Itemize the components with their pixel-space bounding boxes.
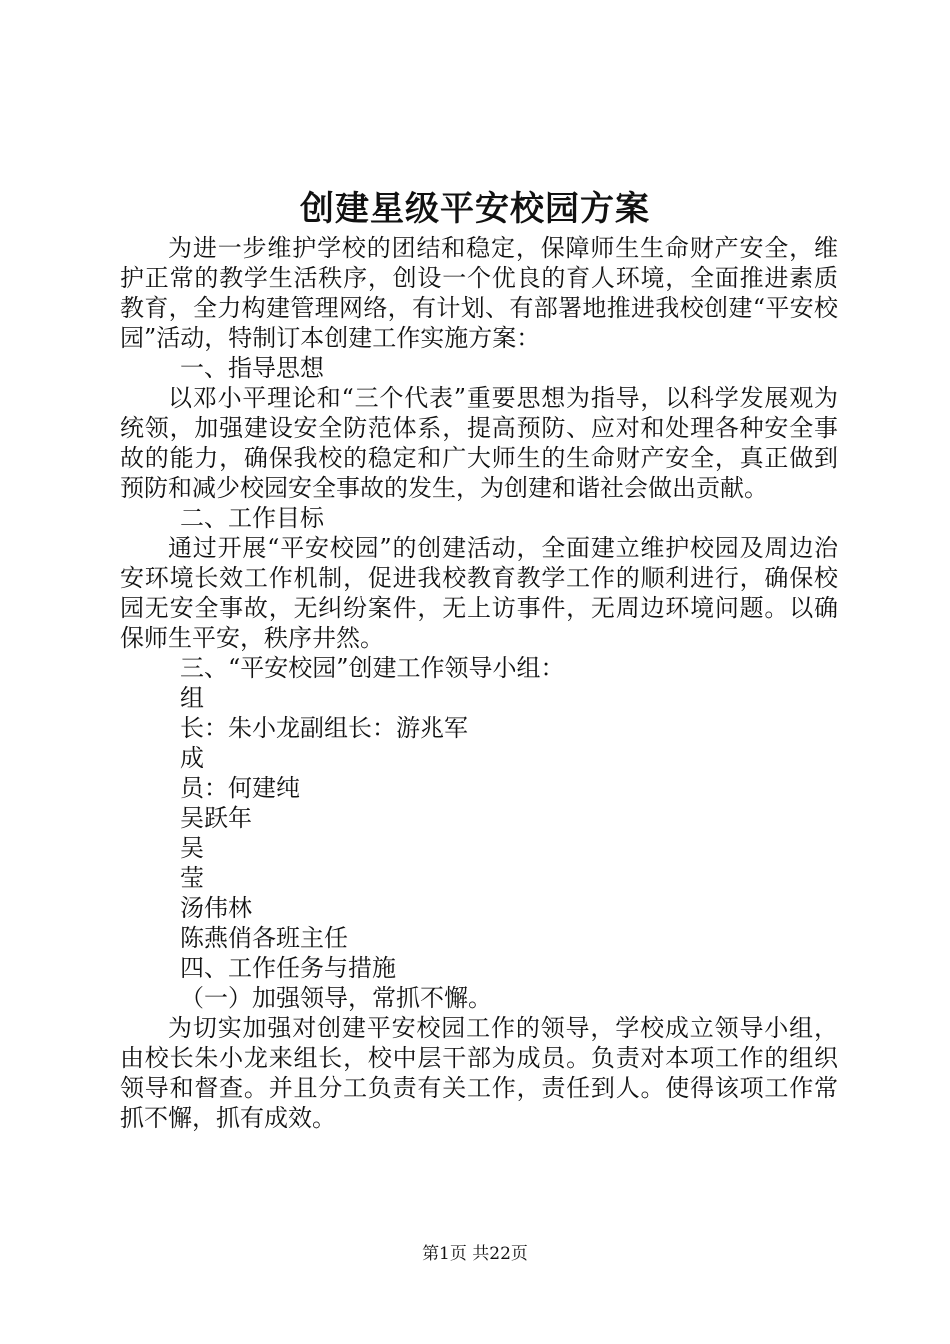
work-goals-paragraph: 通过开展“平安校园”的创建活动，全面建立维护校园及周边治安环境长效工作机制，促进我校教育教学工作的顺利进行，确保校园无安全事故，无纠纷案件，无上访事件，无周边环境问题。以确保师生平安，秩序井然。	[120, 534, 838, 652]
document-body	[120, 233, 838, 1133]
leadership-line: 组	[180, 684, 204, 712]
page-footer: 第1页 共22页	[422, 1244, 528, 1264]
section-heading-tasks-measures: 四、工作任务与措施	[180, 954, 396, 982]
leadership-line: 吴跃年	[180, 804, 252, 832]
document-title: 创建星级平安校园方案	[300, 189, 650, 229]
section-heading-leadership-group: 三、“平安校园”创建工作领导小组：	[180, 654, 565, 682]
leadership-line: 陈燕俏各班主任	[180, 924, 348, 952]
leadership-line: 员：何建纯	[180, 774, 300, 802]
leadership-line: 长：朱小龙副组长：游兆军	[180, 714, 468, 742]
section-heading-work-goals: 二、工作目标	[180, 504, 324, 532]
leadership-line: 吴	[180, 834, 204, 862]
subsection-heading-leadership: （一）加强领导，常抓不懈。	[180, 984, 492, 1012]
guiding-ideology-paragraph: 以邓小平理论和“三个代表”重要思想为指导，以科学发展观为统领，加强建设安全防范体系，提高预防、应对和处理各种安全事故的能力，确保我校的稳定和广大师生的生命财产安全，真正做到预防和减少校园安全事故的发生，为创建和谐社会做出贡献。	[120, 384, 838, 502]
section-heading-guiding-ideology: 一、指导思想	[180, 354, 324, 382]
leadership-measures-paragraph: 为切实加强对创建平安校园工作的领导，学校成立领导小组，由校长朱小龙来组长，校中层干部为成员。负责对本项工作的组织领导和督查。并且分工负责有关工作，责任到人。使得该项工作常抓不懈，抓有成效。	[120, 1014, 838, 1132]
leadership-line: 汤伟林	[180, 894, 252, 922]
leadership-line: 成	[180, 744, 204, 772]
leadership-line: 莹	[180, 864, 204, 892]
intro-paragraph: 为进一步维护学校的团结和稳定，保障师生生命财产安全，维护正常的教学生活秩序，创设一个优良的育人环境，全面推进素质教育，全力构建管理网络，有计划、有部署地推进我校创建“平安校园”活动，特制订本创建工作实施方案：	[120, 234, 838, 352]
